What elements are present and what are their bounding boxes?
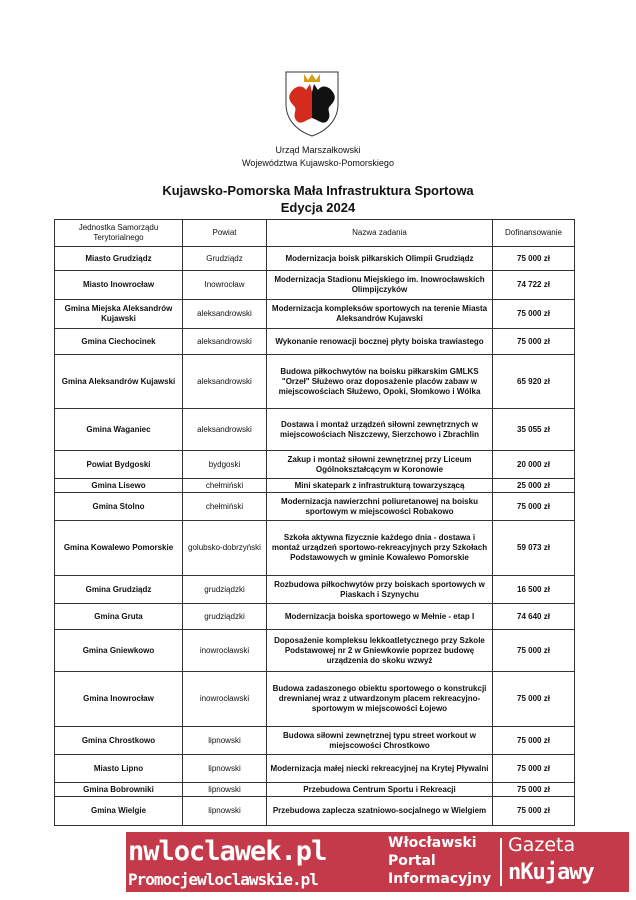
table-row [55,493,575,521]
table-row [55,576,575,604]
cell-kwota: 35 055 zł [493,409,575,451]
cell-powiat: grudziądzki [183,604,267,630]
cell-zadanie: Modernizacja boisk piłkarskich Olimpii Grudziądz [267,247,493,271]
cell-kwota: 75 000 zł [493,797,575,826]
cell-powiat: aleksandrowski [183,329,267,355]
cell-jst: Gmina Stolno [55,493,183,521]
cell-jst: Gmina Ciechocinek [55,329,183,355]
cell-powiat: bydgoski [183,451,267,479]
column-header-zadanie: Nazwa zadania [267,220,493,247]
table-row [55,604,575,630]
table-row [55,630,575,672]
table-row [55,797,575,826]
cell-zadanie: Modernizacja Stadionu Miejskiego im. Inowrocławskich Olimpijczyków [267,271,493,300]
cell-jst: Miasto Grudziądz [55,247,183,271]
site-name: nwloclawek.pl [128,836,327,867]
column-header-jst: Jednostka Samorządu Terytorialnego [55,220,183,247]
table-header-row [55,220,575,247]
cell-jst: Gmina Miejska Aleksandrów Kujawski [55,300,183,329]
table-row [55,329,575,355]
cell-kwota: 75 000 zł [493,727,575,755]
cell-zadanie: Mini skatepark z infrastrukturą towarzyszącą [267,479,493,493]
cell-jst: Gmina Inowrocław [55,672,183,727]
cell-kwota: 20 000 zł [493,451,575,479]
cell-powiat: inowrocławski [183,630,267,672]
cell-jst: Gmina Waganiec [55,409,183,451]
cell-zadanie: Modernizacja boiska sportowego w Mełnie - etap I [267,604,493,630]
cell-jst: Gmina Wielgie [55,797,183,826]
cell-jst: Powiat Bydgoski [55,451,183,479]
promo-site-name: Promocjewloclawskie.pl [128,870,318,889]
cell-zadanie: Budowa siłowni zewnętrznej typu street workout w miejscowości Chrostkowo [267,727,493,755]
cell-kwota: 59 073 zł [493,521,575,576]
cell-zadanie: Dostawa i montaż urządzeń siłowni zewnętrznych w miejscowościach Niszczewy, Sierzchowo i Zbrachlin [267,409,493,451]
cell-powiat: grudziądzki [183,576,267,604]
grants-table [54,219,575,826]
portal-name-line1: Włocławski [388,835,477,851]
cell-powiat: lipnowski [183,797,267,826]
nkujawy-label: nKujawy [508,860,594,885]
table-body [55,247,575,826]
cell-powiat: aleksandrowski [183,409,267,451]
cell-powiat: aleksandrowski [183,355,267,409]
cell-kwota: 75 000 zł [493,247,575,271]
cell-powiat: Inowrocław [183,271,267,300]
cell-jst: Gmina Aleksandrów Kujawski [55,355,183,409]
cell-zadanie: Szkoła aktywna fizycznie każdego dnia - dostawa i montaż urządzeń sportowo-rekreacyjnych przy Szkołach Podstawowych w gminie Kowalewo Pomorskie [267,521,493,576]
cell-kwota: 65 920 zł [493,355,575,409]
document-title: Kujawsko-Pomorska Mała Infrastruktura Sportowa [162,183,474,198]
cell-zadanie: Budowa piłkochwytów na boisku piłkarskim GMLKS "Orzeł" Służewo oraz doposażenie placów zabaw w miejscowościach Służewo, Opoki, Słomkowo i Wólka [267,355,493,409]
cell-jst: Gmina Bobrowniki [55,783,183,797]
cell-zadanie: Modernizacja kompleksów sportowych na terenie Miasta Aleksandrów Kujawski [267,300,493,329]
cell-zadanie: Budowa zadaszonego obiektu sportowego o konstrukcji drewnianej wraz z utwardzonym placem rekreacyjno-sportowym w miejscowości Łojewo [267,672,493,727]
cell-powiat: aleksandrowski [183,300,267,329]
cell-powiat: Grudziądz [183,247,267,271]
cell-jst: Gmina Grudziądz [55,576,183,604]
table-row [55,727,575,755]
cell-jst: Gmina Gruta [55,604,183,630]
cell-kwota: 75 000 zł [493,300,575,329]
cell-kwota: 25 000 zł [493,479,575,493]
table-row [55,755,575,783]
table-row [55,521,575,576]
cell-powiat: inowrocławski [183,672,267,727]
cell-zadanie: Wykonanie renowacji bocznej płyty boiska trawiastego [267,329,493,355]
cell-zadanie: Rozbudowa piłkochwytów przy boiskach sportowych w Piaskach i Szynychu [267,576,493,604]
cell-powiat: golubsko-dobrzyński [183,521,267,576]
coat-of-arms-logo [284,70,340,138]
office-name-line1: Urząd Marszałkowski [275,145,361,155]
table-row [55,783,575,797]
cell-zadanie: Przebudowa Centrum Sportu i Rekreacji [267,783,493,797]
table-row [55,451,575,479]
cell-jst: Miasto Inowrocław [55,271,183,300]
cell-jst: Gmina Chrostkowo [55,727,183,755]
cell-kwota: 74 722 zł [493,271,575,300]
cell-zadanie: Modernizacja nawierzchni poliuretanowej na boisku sportowym w miejscowości Robakowo [267,493,493,521]
portal-name-line3: Informacyjny [388,871,492,887]
gazeta-label: Gazeta [508,834,576,856]
portal-name [388,834,491,888]
cell-kwota: 16 500 zł [493,576,575,604]
cell-kwota: 75 000 zł [493,755,575,783]
cell-kwota: 75 000 zł [493,630,575,672]
cell-powiat: chełmiński [183,493,267,521]
table-row [55,479,575,493]
cell-jst: Gmina Lisewo [55,479,183,493]
table-row [55,672,575,727]
table-row [55,247,575,271]
cell-zadanie: Modernizacja małej niecki rekreacyjnej na Krytej Pływalni [267,755,493,783]
cell-jst: Miasto Lipno [55,755,183,783]
document-edition: Edycja 2024 [280,200,356,215]
cell-kwota: 74 640 zł [493,604,575,630]
column-header-powiat: Powiat [183,220,267,247]
cell-kwota: 75 000 zł [493,493,575,521]
table-row [55,300,575,329]
cell-powiat: lipnowski [183,755,267,783]
column-header-kwota: Dofinansowanie [493,220,575,247]
table-row [55,409,575,451]
portal-name-line2: Portal [388,853,436,869]
cell-jst: Gmina Gniewkowo [55,630,183,672]
cell-powiat: lipnowski [183,727,267,755]
cell-kwota: 75 000 zł [493,783,575,797]
cell-jst: Gmina Kowalewo Pomorskie [55,521,183,576]
table-row [55,271,575,300]
cell-zadanie: Zakup i montaż siłowni zewnętrznej przy Liceum Ogólnokształcącym w Koronowie [267,451,493,479]
table-row [55,355,575,409]
cell-kwota: 75 000 zł [493,329,575,355]
publisher-banner [126,832,629,892]
cell-kwota: 75 000 zł [493,672,575,727]
cell-zadanie: Doposażenie kompleksu lekkoatletycznego przy Szkole Podstawowej nr 2 w Gniewkowie poprzez budowę urządzenia do skoku wzwyż [267,630,493,672]
cell-zadanie: Przebudowa zaplecza szatniowo-socjalnego w Wielgiem [267,797,493,826]
office-name-line2: Województwa Kujawsko-Pomorskiego [242,158,394,168]
banner-divider [500,838,502,886]
cell-powiat: lipnowski [183,783,267,797]
cell-powiat: chełmiński [183,479,267,493]
